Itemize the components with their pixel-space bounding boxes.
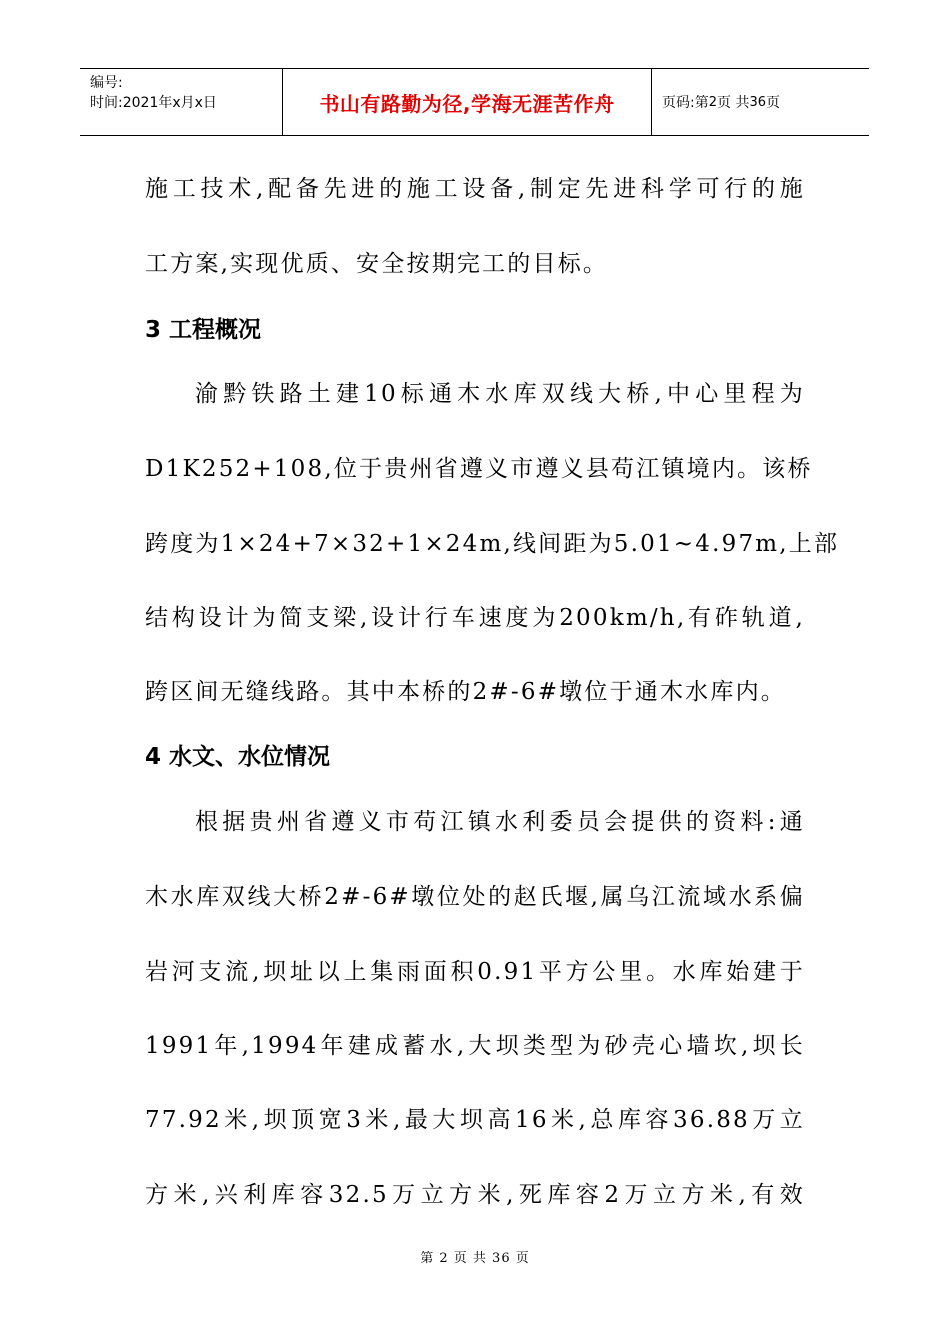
paragraph-line: 根据贵州省遵义市苟江镇水利委员会提供的资料:通: [195, 809, 805, 835]
page-suffix: 页: [766, 95, 780, 111]
header-meta: [80, 69, 283, 135]
header-page-info: [652, 69, 869, 135]
paragraph-line: D1K252+108,位于贵州省遵义市遵义县苟江镇境内。该桥: [145, 456, 813, 482]
paragraph-line: 工方案,实现优质、安全按期完工的目标。: [145, 251, 609, 277]
page-current: 2: [708, 94, 717, 110]
paragraph-line: 方米,兴利库容32.5万立方米,死库容2万立方米,有效: [145, 1182, 805, 1208]
page-header: [80, 68, 869, 136]
page-prefix: 页码:第: [662, 95, 709, 111]
header-motto: 书山有路勤为径,学海无涯苦作舟: [283, 69, 652, 135]
paragraph-line: 岩河支流,坝址以上集雨面积0.91平方公里。水库始建于: [145, 959, 805, 985]
paragraph-line: 1991年,1994年建成蓄水,大坝类型为砂壳心墙坎,坝长: [145, 1033, 805, 1059]
paragraph-line: 结构设计为简支梁,设计行车速度为200km/h,有砟轨道,: [145, 605, 805, 631]
paragraph-line: 跨度为1×24+7×32+1×24m,线间距为5.01~4.97m,上部: [145, 531, 840, 557]
paragraph-line: 施工技术,配备先进的施工设备,制定先进科学可行的施: [145, 176, 805, 202]
paragraph-line: 77.92米,坝顶宽3米,最大坝高16米,总库容36.88万立: [145, 1107, 805, 1133]
paragraph-line: 渝黔铁路土建10标通木水库双线大桥,中心里程为: [195, 381, 805, 407]
page-total: 36: [749, 94, 766, 110]
time-label: 时间:2021年x月x日: [90, 95, 217, 111]
section-heading-3: 3 工程概况: [145, 317, 262, 343]
serial-label: 编号:: [90, 75, 123, 91]
page-middle: 页 共: [717, 95, 750, 111]
paragraph-line: 跨区间无缝线路。其中本桥的2#-6#墩位于通木水库内。: [145, 679, 786, 705]
section-heading-4: 4 水文、水位情况: [145, 744, 331, 770]
paragraph-line: 木水库双线大桥2#-6#墩位处的赵氏堰,属乌江流域水系偏: [145, 884, 805, 910]
page-footer: 第 2 页 共 36 页: [420, 1251, 530, 1266]
